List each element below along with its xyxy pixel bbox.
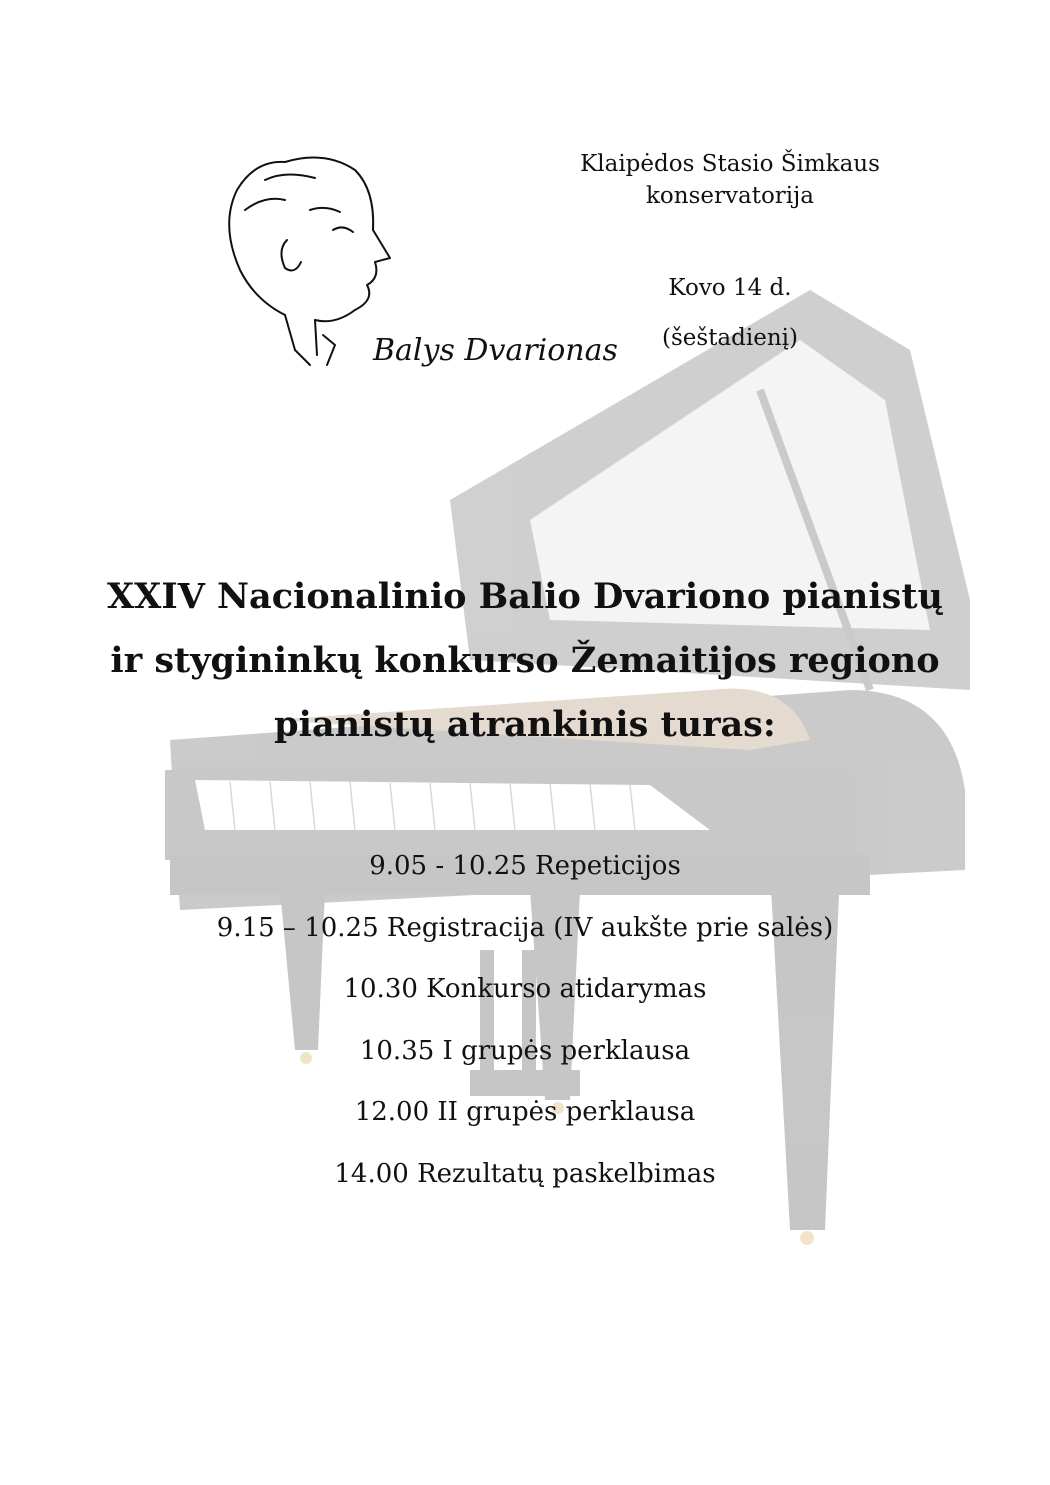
event-title: [40, 565, 1010, 757]
schedule-item: 9.15 – 10.25 Registracija (IV aukšte prie salės): [216, 912, 834, 943]
institution-name-line2: konservatorija: [646, 183, 814, 209]
svg-text:Balys Dvarionas: Balys Dvarionas: [373, 333, 618, 368]
portrait-sketch-icon: [215, 150, 618, 390]
schedule-list: [0, 842, 1050, 1211]
event-title-line1: XXIV Nacionalinio Balio Dvariono pianistų: [107, 576, 943, 617]
schedule-item: 10.30 Konkurso atidarymas: [343, 974, 707, 1004]
schedule-item: 14.00 Rezultatų paskelbimas: [334, 1158, 716, 1189]
event-title-line3: pianistų atrankinis turas:: [274, 704, 776, 745]
event-weekday: (šeštadienį): [662, 325, 798, 351]
event-date: Kovo 14 d.: [668, 275, 792, 301]
institution-name-line1: Klaipėdos Stasio Šimkaus: [580, 151, 880, 177]
event-title-line2: ir stygininkų konkurso Žemaitijos regiono: [110, 640, 940, 681]
schedule-item: 12.00 II grupės perklausa: [354, 1097, 696, 1127]
schedule-item: 10.35 I grupės perklausa: [359, 1035, 691, 1066]
schedule-item: 9.05 - 10.25 Repeticijos: [369, 851, 681, 881]
